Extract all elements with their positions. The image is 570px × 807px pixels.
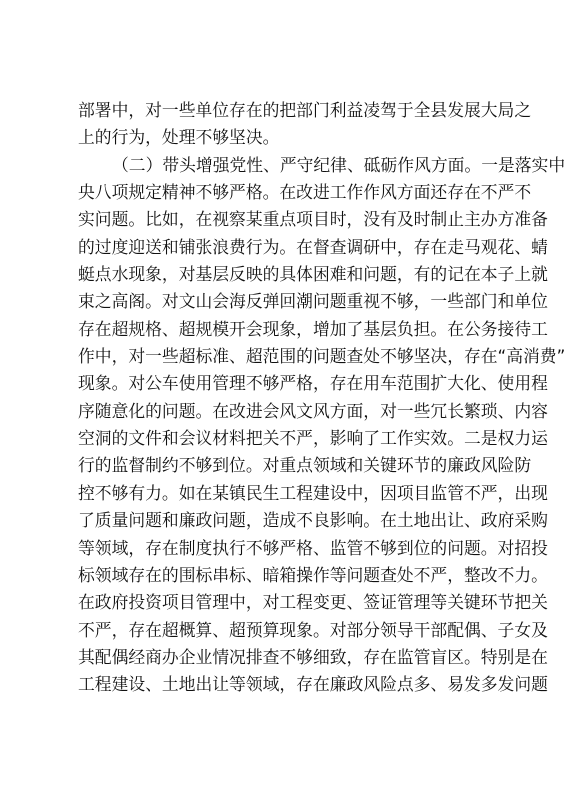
text-line-15: 控不够有力。如在某镇民生工程建设中，因项目监管不严，出现 xyxy=(78,482,548,503)
text-line-18: 标领域存在的围标串标、暗箱操作等问题查处不严，整改不力。 xyxy=(78,564,548,585)
text-line-16: 了质量问题和廉政问题，造成不良影响。在土地出让、政府采购 xyxy=(78,510,548,531)
text-line-7: 蜓点水现象，对基层反映的具体困难和问题，有的记在本子上就 xyxy=(78,264,548,285)
text-line-14: 行的监督制约不够到位。对重点领域和关键环节的廉政风险防 xyxy=(78,455,532,476)
text-line-6: 的过度迎送和铺张浪费行为。在督查调研中，存在走马观花、蜻 xyxy=(78,236,548,257)
text-line-13: 空洞的文件和会议材料把关不严，影响了工作实效。二是权力运 xyxy=(78,428,548,449)
text-line-1: 部署中，对一些单位存在的把部门利益凌驾于全县发展大局之 xyxy=(78,100,532,120)
text-line-17: 等领域，存在制度执行不够严格、监管不够到位的问题。对招投 xyxy=(78,537,548,558)
text-line-4: 央八项规定精神不够严格。在改进工作作风方面还存在不严不 xyxy=(78,182,532,203)
section-heading-line: （二）带头增强党性、严守纪律、砥砺作风方面。一是落实中 xyxy=(112,154,566,175)
text-line-20: 不严，存在超概算、超预算现象。对部分领导干部配偶、子女及 xyxy=(78,619,548,640)
text-line-22: 工程建设、土地出让等领域，存在廉政风险点多、易发多发问题 xyxy=(78,674,548,695)
text-line-10: 作中，对一些超标准、超范围的问题查处不够坚决，存在“高消费” xyxy=(78,346,566,367)
text-line-9: 存在超规格、超规模开会现象，增加了基层负担。在公务接待工 xyxy=(78,318,548,339)
text-line-11: 现象。对公车使用管理不够严格，存在用车范围扩大化、使用程 xyxy=(78,373,548,394)
text-line-21: 其配偶经商办企业情况排查不够细致，存在监管盲区。特别是在 xyxy=(78,646,548,667)
text-line-12: 序随意化的问题。在改进会风文风方面，对一些冗长繁琐、内容 xyxy=(78,400,548,421)
body-text xyxy=(78,97,566,699)
text-line-2: 上的行为，处理不够坚决。 xyxy=(78,127,280,148)
text-line-5: 实问题。比如，在视察某重点项目时，没有及时制止主办方准备 xyxy=(78,209,548,230)
text-line-8: 束之高阁。对文山会海反弹回潮问题重视不够，一些部门和单位 xyxy=(78,291,548,312)
text-line-19: 在政府投资项目管理中，对工程变更、签证管理等关键环节把关 xyxy=(78,592,548,613)
